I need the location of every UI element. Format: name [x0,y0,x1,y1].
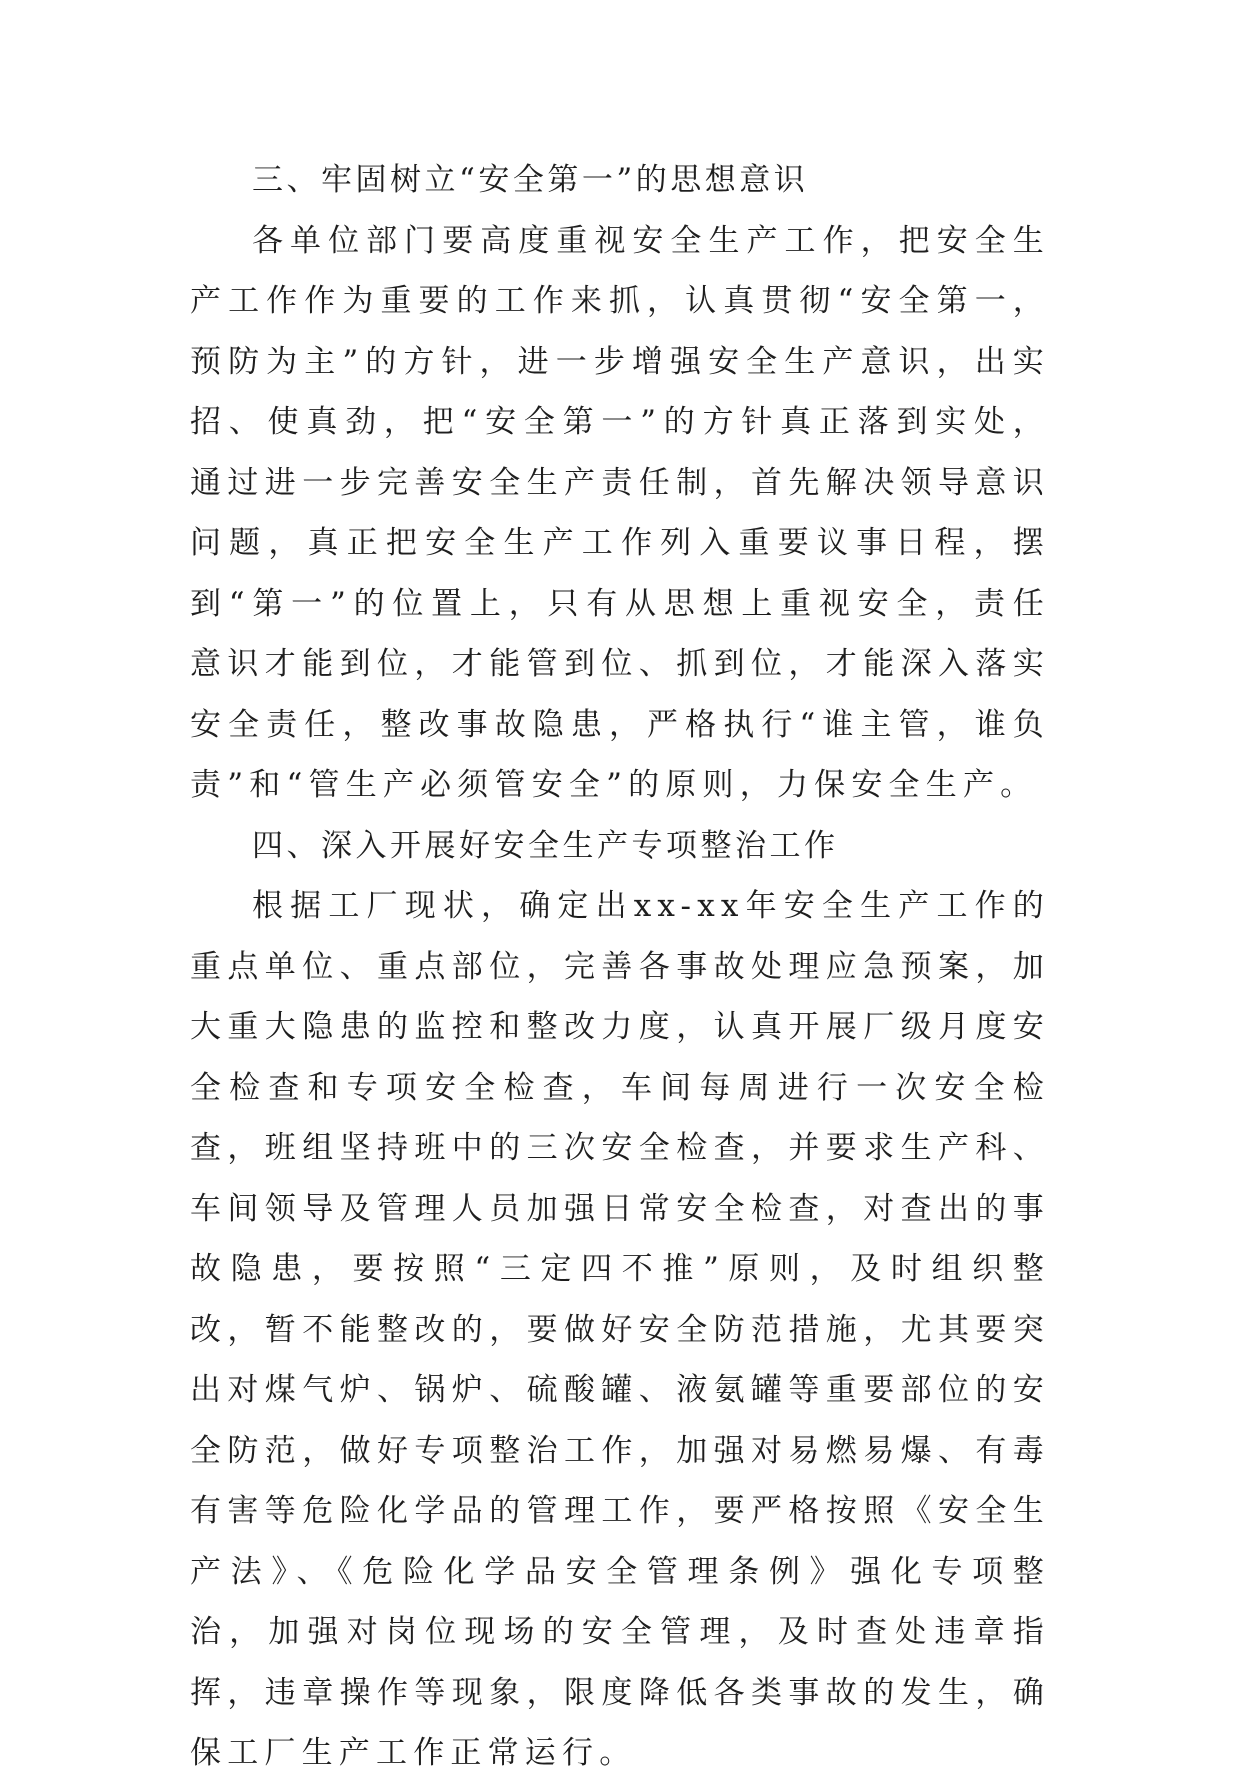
section-3-paragraph: 各单位部门要高度重视安全生产工作，把安全生产工作作为重要的工作来抓，认真贯彻“安全第一，预防为主”的方针，进一步增强安全生产意识，出实招、使真劲，把“安全第一”的方针真正落到实处，通过进一步完善安全生产责任制，首先解决领导意识问题，真正把安全生产工作列入重要议事日程，摆到“第一”的位置上，只有从思想上重视安全，责任意识才能到位，才能管到位、抓到位，才能深入落实安全责任，整改事故隐患，严格执行“谁主管，谁负责”和“管生产必须管安全”的原则，力保安全生产。 [190,222,1050,803]
section-4-paragraph: 根据工厂现状，确定出xx-xx年安全生产工作的重点单位、重点部位，完善各事故处理应急预案，加大重大隐患的监控和整改力度，认真开展厂级月度安全检查和专项安全检查，车间每周进行一次安全检查，班组坚持班中的三次安全检查，并要求生产科、车间领导及管理人员加强日常安全检查，对查出的事故隐患，要按照“三定四不推”原则，及时组织整改，暂不能整改的，要做好安全防范措施，尤其要突出对煤气炉、锅炉、硫酸罐、液氨罐等重要部位的安全防范，做好专项整治工作，加强对易燃易爆、有毒有害等危险化学品的管理工作，要严格按照《安全生产法》、《危险化学品安全管理条例》强化专项整治，加强对岗位现场的安全管理，及时查处违章指挥，违章操作等现象，限度降低各类事故的发生，确保工厂生产工作正常运行。 [190,888,1050,1771]
document-body [190,150,1050,1784]
section-4-heading: 四、深入开展好安全生产专项整治工作 [252,827,839,864]
section-3-heading: 三、牢固树立“安全第一”的思想意识 [252,162,809,198]
